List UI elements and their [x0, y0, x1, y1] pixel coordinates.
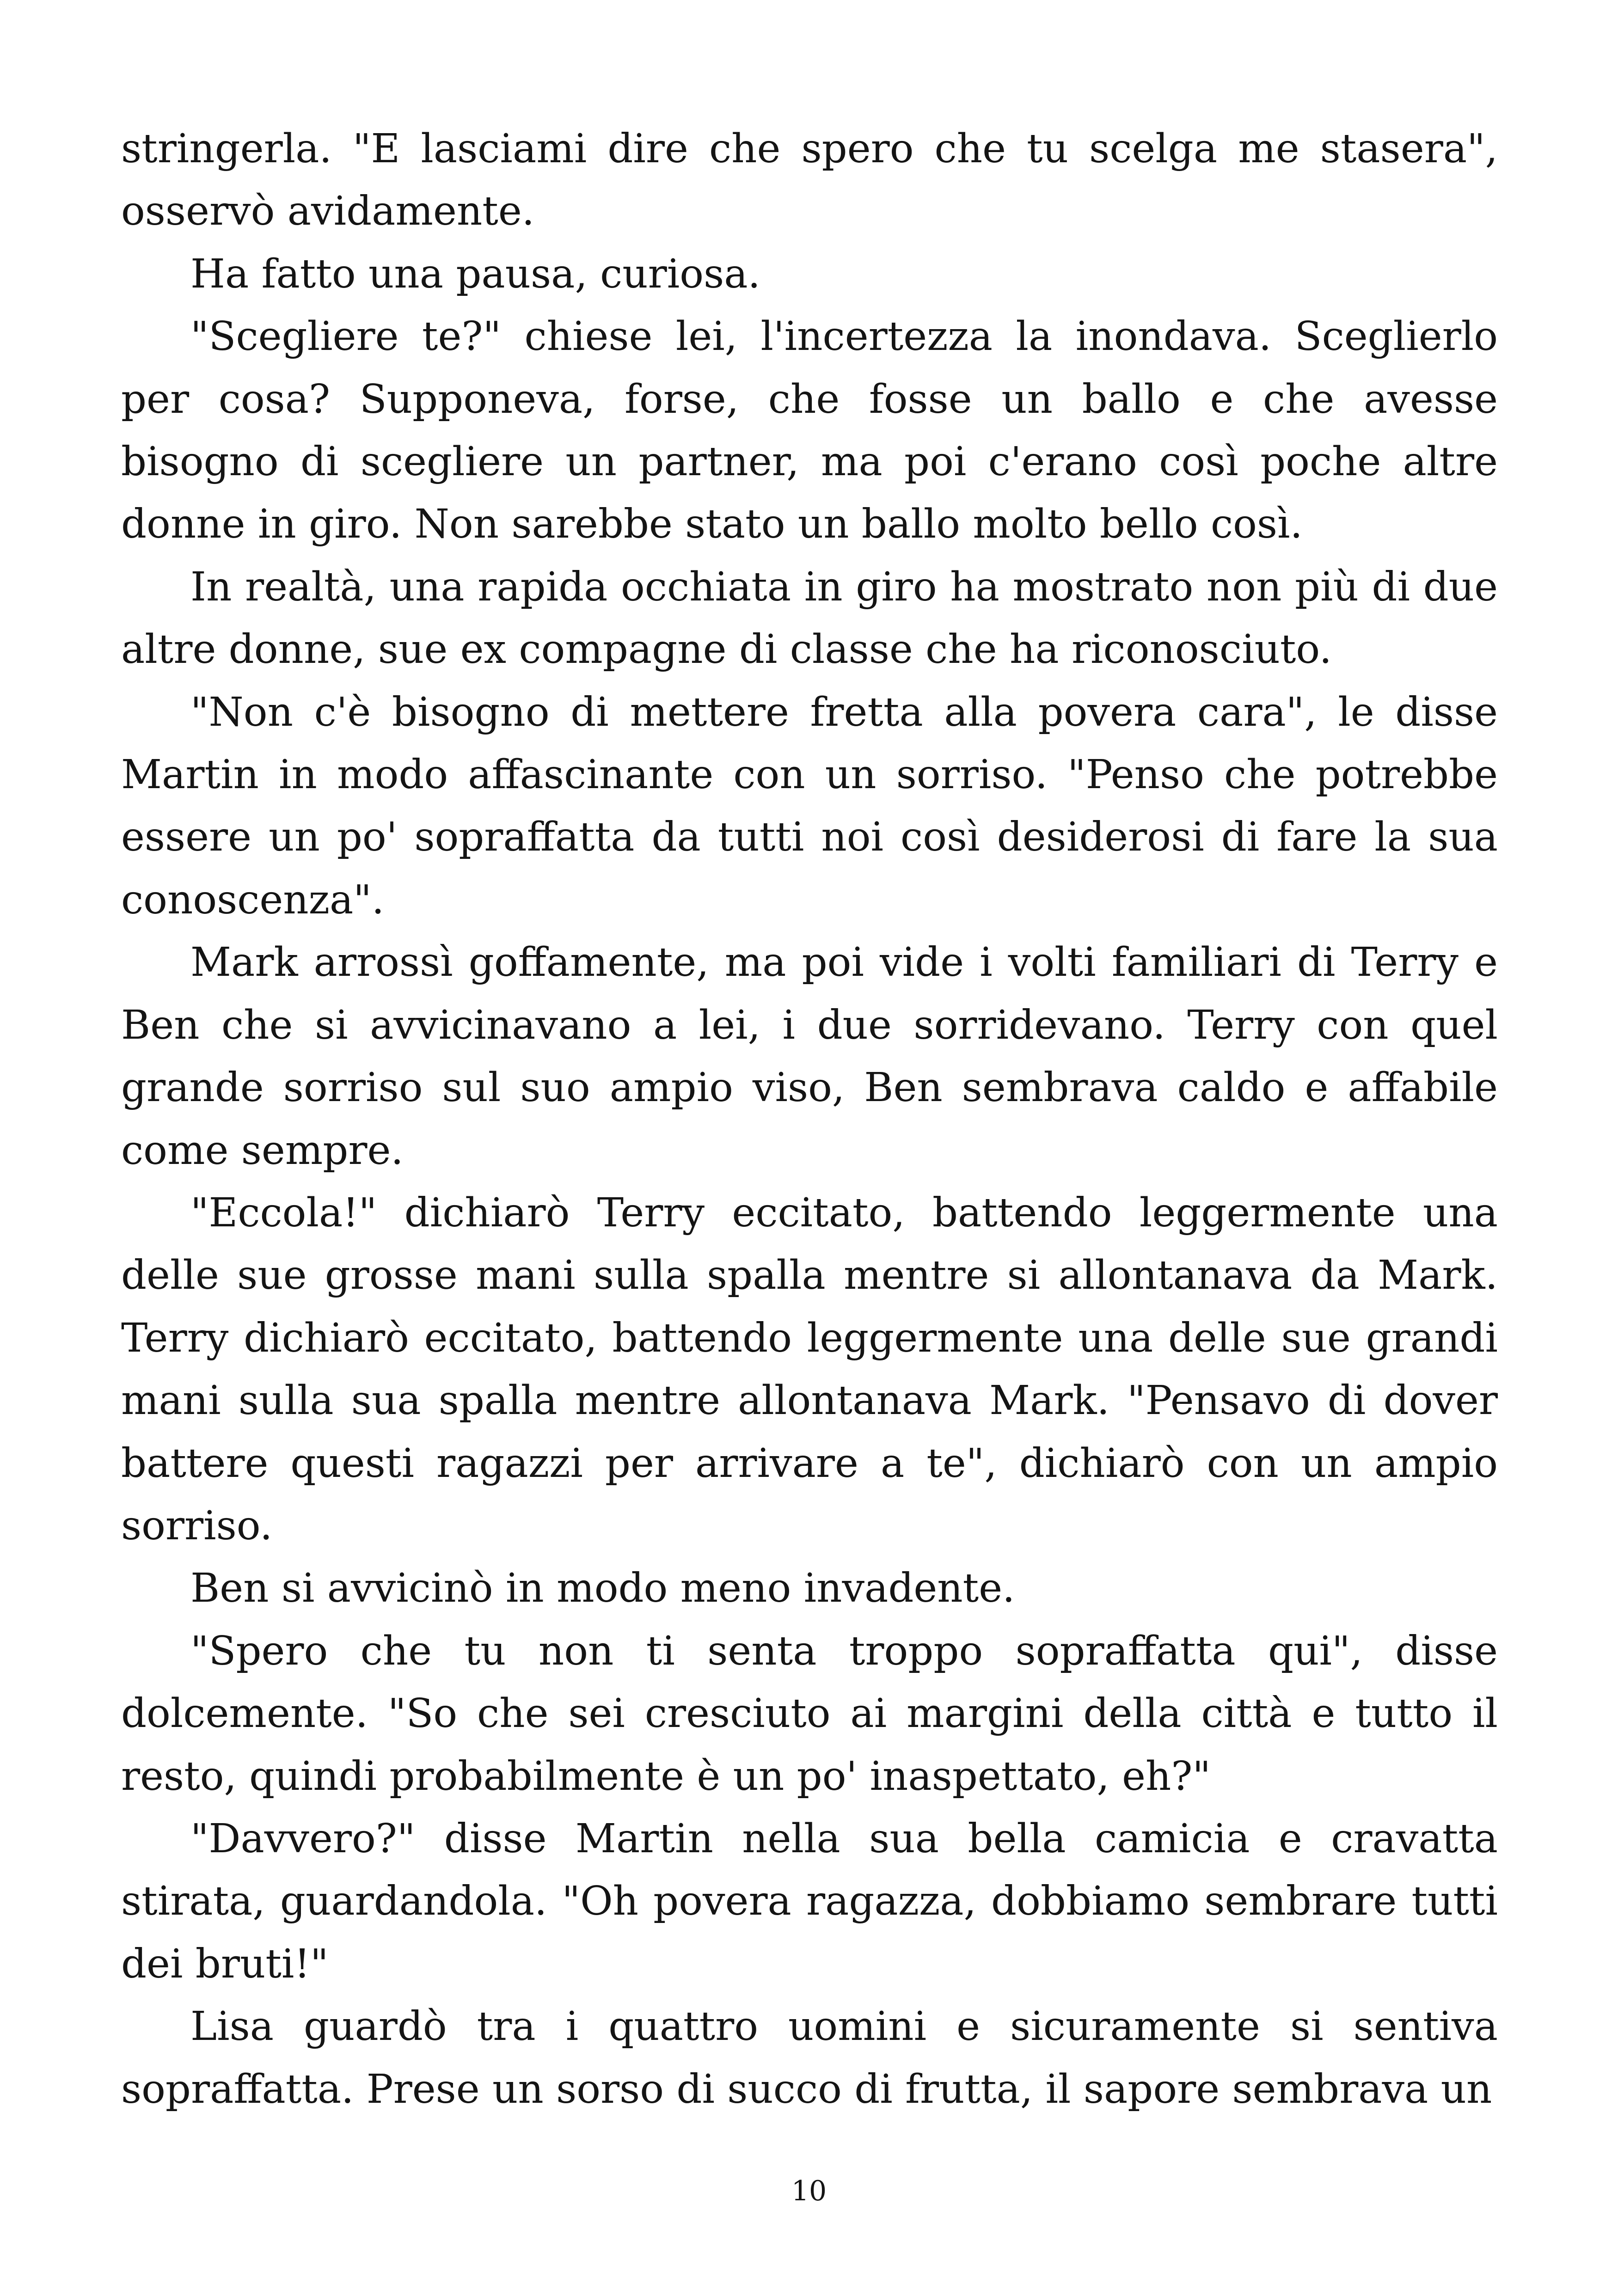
paragraph: In realtà, una rapida occhiata in giro ha mostrato non più di due altre donne, sue ex compagne di classe che ha riconosciuto.: [121, 563, 1498, 673]
body-text: [121, 118, 1498, 2121]
page-number: 10: [791, 2175, 827, 2207]
paragraph: "Spero che tu non ti senta troppo sopraffatta qui", disse dolcemente. "So che sei cresciuto ai margini della città e tutto il resto, quindi probabilmente è un po' inaspettato, eh?": [121, 1628, 1498, 1800]
paragraph: "Eccola!" dichiarò Terry eccitato, battendo leggermente una delle sue grosse mani sulla spalla mentre si allontanava da Mark. Terry dichiarò eccitato, battendo leggermente una delle sue grandi mani sulla sua spalla mentre allontanava Mark. "Pensavo di dover battere questi ragazzi per arrivare a te", dichiarò con un ampio sorriso.: [121, 1189, 1498, 1549]
paragraph: "Non c'è bisogno di mettere fretta alla povera cara", le disse Martin in modo affascinante con un sorriso. "Penso che potrebbe essere un po' sopraffatta da tutti noi così desiderosi di fare la sua conoscenza".: [121, 689, 1498, 923]
paragraph-continuation: stringerla. "E lasciami dire che spero che tu scelga me stasera", osservò avidamente.: [121, 126, 1498, 235]
paragraph: "Davvero?" disse Martin nella sua bella camicia e cravatta stirata, guardandola. "Oh povera ragazza, dobbiamo sembrare tutti dei bruti!": [121, 1815, 1498, 1987]
paragraph: Lisa guardò tra i quattro uomini e sicuramente si sentiva sopraffatta. Prese un sorso di succo di frutta, il sapore sembrava un: [121, 2003, 1498, 2112]
paragraph: "Scegliere te?" chiese lei, l'incertezza la inondava. Sceglierlo per cosa? Supponeva, forse, che fosse un ballo e che avesse bisogno di scegliere un partner, ma poi c'erano così poche altre donne in giro. Non sarebbe stato un ballo molto bello così.: [121, 313, 1498, 548]
paragraph: Ben si avvicinò in modo meno invadente.: [190, 1565, 1015, 1612]
paragraph: Mark arrossì goffamente, ma poi vide i volti familiari di Terry e Ben che si avvicinavano a lei, i due sorridevano. Terry con quel grande sorriso sul suo ampio viso, Ben sembrava caldo e affabile come sempre.: [121, 939, 1498, 1174]
paragraph: Ha fatto una pausa, curiosa.: [190, 251, 760, 297]
